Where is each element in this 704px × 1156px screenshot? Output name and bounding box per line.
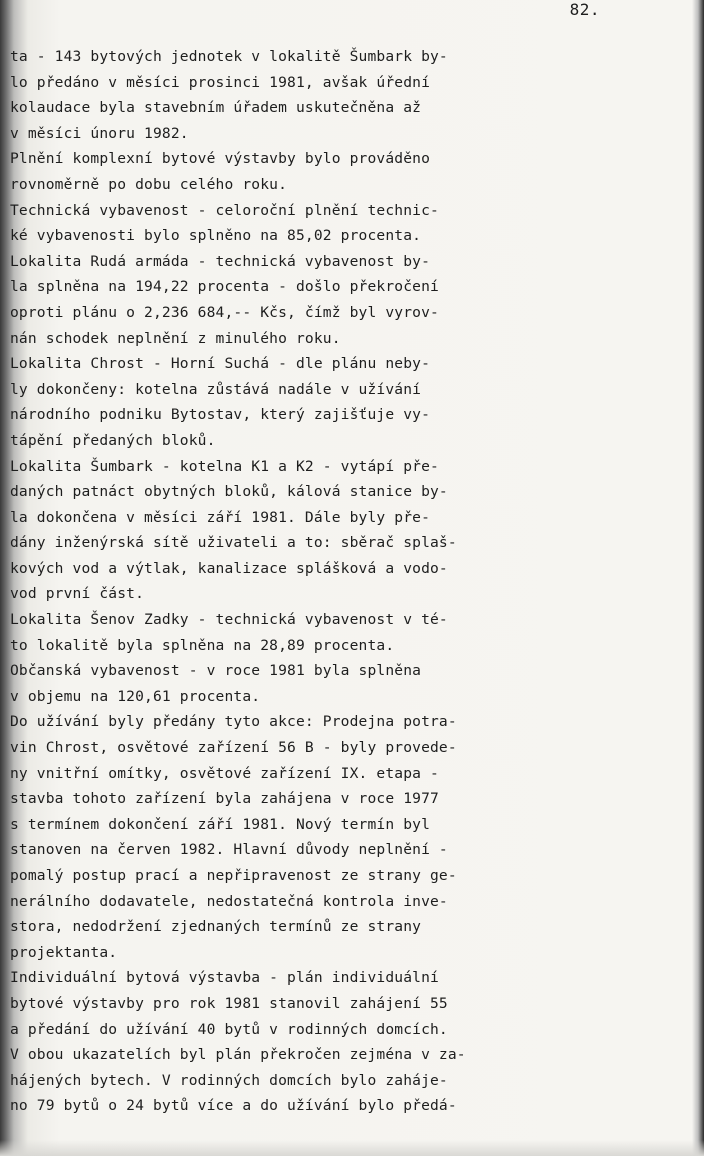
text-line: Technická vybavenost - celoroční plnění technic-	[10, 201, 439, 219]
text-line: ké vybavenosti bylo splněno na 85,02 procenta.	[10, 227, 422, 245]
text-line: stavba tohoto zařízení byla zahájena v roce 1977	[10, 790, 439, 808]
text-line: nán schodek neplnění z minulého roku.	[10, 329, 341, 347]
text-line: ta - 143 bytových jednotek v lokalitě Šumbark by-	[10, 48, 448, 65]
text-line: Lokalita Rudá armáda - technická vybavenost by-	[10, 252, 431, 270]
text-line: daných patnáct obytných bloků, kálová stanice by-	[10, 483, 448, 501]
text-line: Do užívání byly předány tyto akce: Prodejna potra-	[10, 713, 457, 731]
page-right-shadow	[692, 0, 704, 1156]
text-line: oproti plánu o 2,236 684,-- Kčs, čímž byl vyrov-	[10, 303, 439, 321]
text-line: kolaudace byla stavebním úřadem uskutečněna až	[10, 99, 422, 117]
text-line: pomalý postup prací a nepřipravenost ze strany ge-	[10, 867, 457, 884]
text-line: ny vnitřní omítky, osvětové zařízení IX. etapa -	[10, 764, 439, 782]
text-line: dány inženýrská sítě uživateli a to: sběrač splaš-	[10, 534, 457, 552]
text-line: s termínem dokončení září 1981. Nový termín byl	[10, 815, 431, 833]
page-number: 82.	[569, 0, 600, 19]
text-line: v měsíci únoru 1982.	[10, 124, 189, 142]
text-line: rovnoměrně po dobu celého roku.	[10, 175, 288, 193]
text-line: Lokalita Chrost - Horní Suchá - dle plánu neby-	[10, 355, 431, 373]
text-line: národního podniku Bytostav, který zajišťuje vy-	[10, 406, 431, 424]
text-line: Plnění komplexní bytové výstavby bylo prováděno	[10, 150, 431, 168]
text-line: lo předáno v měsíci prosinci 1981, avšak úřední	[10, 73, 431, 91]
text-line: Lokalita Šumbark - kotelna K1 a K2 - vytápí pře-	[10, 457, 439, 475]
text-line: kových vod a výtlak, kanalizace splášková a vodo-	[10, 559, 448, 577]
text-line: la splněna na 194,22 procenta - došlo překročení	[10, 278, 439, 296]
text-line: Občanská vybavenost - v roce 1981 byla splněna	[10, 662, 422, 680]
text-line: vin Chrost, osvětové zařízení 56 B - byly provede-	[10, 739, 457, 757]
text-line: V obou ukazatelích byl plán překročen zejména v za-	[10, 1046, 466, 1064]
text-line: a předání do užívání 40 bytů v rodinných domcích.	[10, 1020, 448, 1038]
page-bottom-shadow	[0, 1140, 704, 1156]
text-line: tápění předaných bloků.	[10, 431, 216, 449]
text-line: bytové výstavby pro rok 1981 stanovil zahájení 55	[10, 994, 448, 1012]
text-line: stora, nedodržení zjednaných termínů ze strany	[10, 918, 422, 936]
text-line: v objemu na 120,61 procenta.	[10, 687, 261, 705]
body-text	[10, 44, 690, 1119]
text-line: Individuální bytová výstavba - plán individuální	[10, 969, 439, 987]
text-line: nerálního dodavatele, nedostatečná kontrola inve-	[10, 892, 448, 910]
text-line: projektanta.	[10, 943, 118, 961]
text-line: stanoven na červen 1982. Hlavní důvody neplnění -	[10, 841, 448, 859]
text-line: vod první část.	[10, 585, 145, 603]
text-line: Lokalita Šenov Zadky - technická vybavenost v té-	[10, 611, 448, 629]
text-line: la dokončena v měsíci září 1981. Dále byly pře-	[10, 508, 431, 526]
text-line: no 79 bytů o 24 bytů více a do užívání bylo předá-	[10, 1097, 457, 1115]
text-line: to lokalitě byla splněna na 28,89 procenta.	[10, 636, 395, 654]
text-line: ly dokončeny: kotelna zůstává nadále v užívání	[10, 380, 422, 398]
text-line: hájených bytech. V rodinných domcích bylo zaháje-	[10, 1071, 448, 1089]
